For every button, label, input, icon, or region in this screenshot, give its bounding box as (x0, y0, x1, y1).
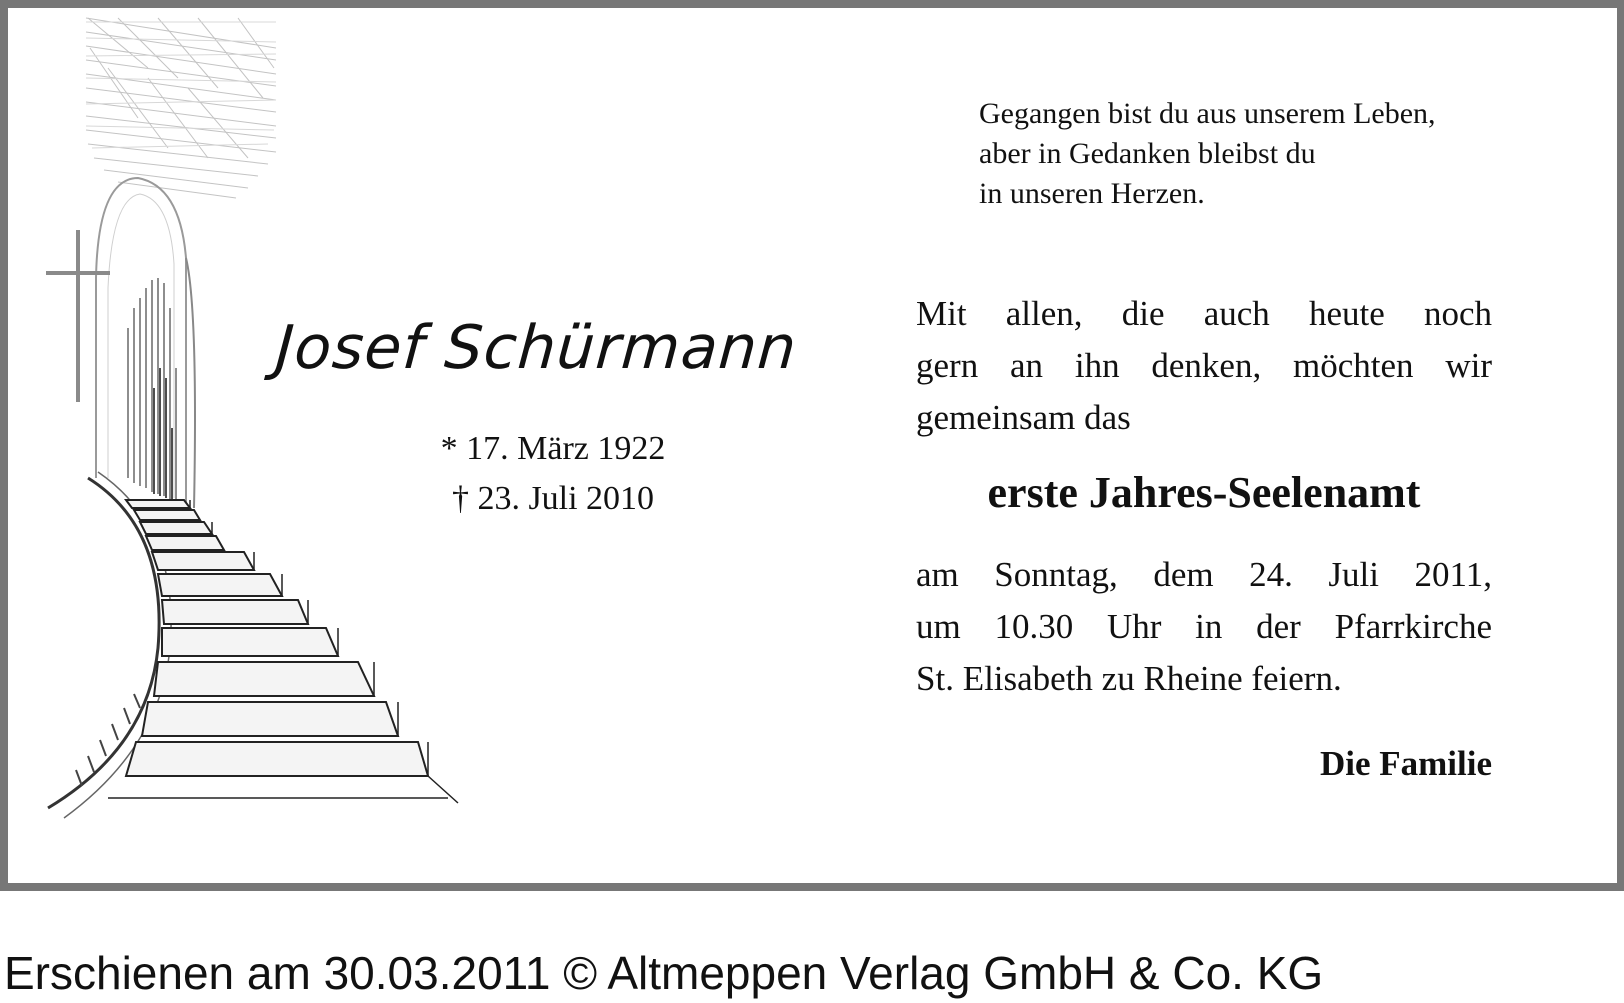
intro-line: Mit allen, die auch heute noch (916, 294, 1492, 333)
memorial-poem (979, 94, 1539, 214)
intro-text (916, 288, 1492, 444)
details-line: um 10.30 Uhr in der Pfarrkirche (916, 607, 1492, 646)
deceased-name: Josef Schürmann (273, 313, 800, 383)
death-date: † 23. Juli 2010 (451, 480, 655, 517)
event-details (916, 549, 1492, 705)
details-line: St. Elisabeth zu Rheine feiern. (916, 659, 1342, 698)
publication-footer: Erschienen am 30.03.2011 © Altmeppen Verlag GmbH & Co. KG (4, 947, 1324, 999)
details-line: am Sonntag, dem 24. Juli 2011, (916, 555, 1492, 594)
life-dates (388, 424, 718, 524)
poem-line: aber in Gedanken bleibst du (979, 137, 1316, 170)
birth-date: * 17. März 1922 (440, 430, 666, 467)
cross-icon (46, 230, 110, 402)
intro-line: gemeinsam das (916, 398, 1131, 437)
intro-line: gern an ihn denken, möchten wir (916, 346, 1492, 385)
poem-line: in unseren Herzen. (979, 177, 1205, 210)
event-title: erste Jahres-Seelenamt (987, 468, 1421, 517)
poem-line: Gegangen bist du aus unserem Leben, (979, 97, 1436, 130)
signature: Die Familie (1319, 744, 1492, 783)
